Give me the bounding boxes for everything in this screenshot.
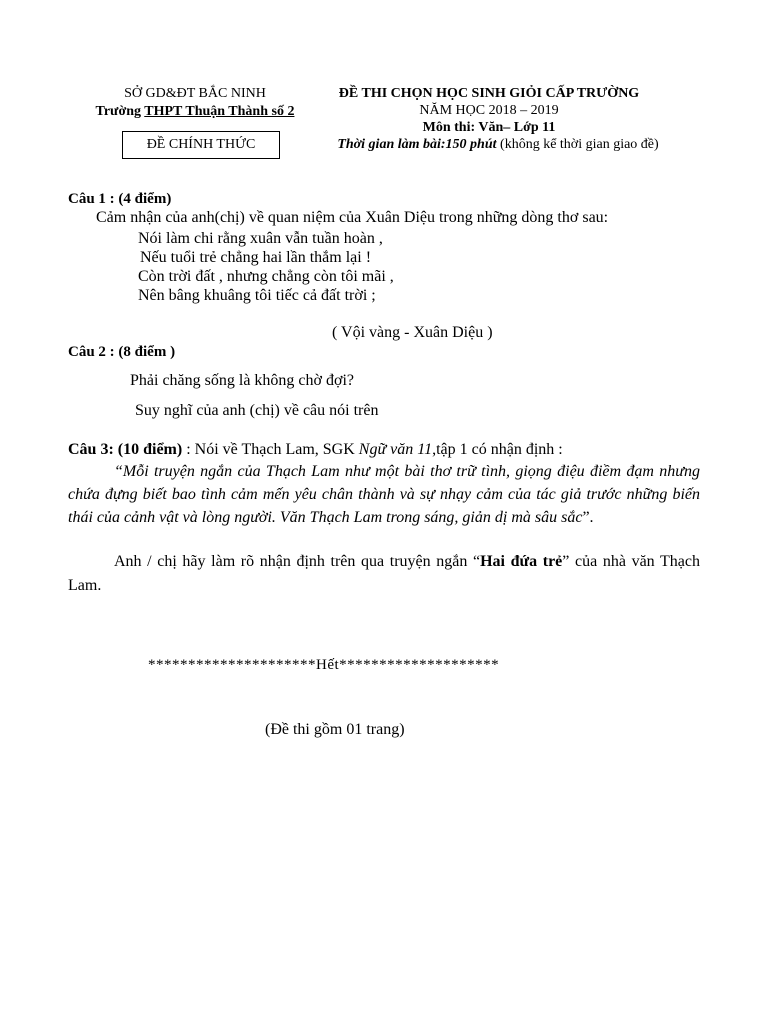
question-2-title: Câu 2 : (8 điểm ) (68, 344, 176, 360)
question-3-task-b: ” của nhà văn Thạch Lam. (68, 553, 701, 594)
end-marker: *********************Hết******************** (148, 657, 500, 673)
question-3-task-a: Anh / chị hãy làm rõ nhận định trên qua truyện ngắn “ (114, 553, 481, 570)
question-3-intro-a: : Nói về Thạch Lam, SGK (182, 441, 359, 458)
question-1-title: Câu 1 : (4 điểm) (68, 191, 172, 207)
department-name: SỞ GD&ĐT BẮC NINH (124, 86, 266, 101)
time-line (312, 137, 684, 153)
question-2-task: Suy nghĩ của anh (chị) về câu nói trên (135, 402, 379, 419)
poem-line-2: Nếu tuổi trẻ chẳng hai lần thắm lại ! (140, 249, 372, 266)
subject-line: Môn thi: Văn– Lớp 11 (422, 120, 556, 135)
official-exam-box: ĐỀ CHÍNH THỨC (122, 131, 280, 159)
poem-source: ( Vội vàng - Xuân Diệu ) (332, 324, 493, 341)
time-note: (không kể thời gian giao đề) (496, 137, 659, 152)
poem-line-1: Nói làm chi rằng xuân vẫn tuần hoàn , (138, 230, 383, 247)
question-1-prompt: Cảm nhận của anh(chị) về quan niệm của Xuân Diệu trong những dòng thơ sau: (96, 209, 609, 226)
poem-line-3: Còn trời đất , nhưng chẳng còn tôi mãi , (138, 268, 394, 285)
textbook-name: Ngữ văn 11 (358, 441, 433, 458)
question-2-statement: Phải chăng sống là không chờ đợi? (130, 372, 354, 389)
school-prefix: Trường (95, 104, 145, 119)
question-3-intro-b: ,tập 1 có nhận định : (432, 441, 563, 458)
story-title: Hai đứa trẻ (480, 553, 563, 570)
page-count-note: (Đề thi gồm 01 trang) (265, 721, 405, 738)
quote-text: “Mỗi truyện ngắn của Thạch Lam như một bài thơ trữ tình, giọng điệu điềm đạm nhưng chứa đựng biết bao tình cảm mến yêu chân thành và sự nhạy cảm của tác giả trước những biến thái của cảnh vật và lòng người. Văn Thạch Lam trong sáng, giản dị mà sâu sắc (68, 463, 700, 526)
quote-end: ”. (582, 509, 594, 526)
poem-line-4: Nên bâng khuâng tôi tiếc cả đất trời ; (138, 287, 376, 304)
school-name: THPT Thuận Thành số 2 (144, 104, 295, 119)
quote-paragraph (68, 460, 700, 529)
school-line (84, 104, 306, 120)
exam-title: ĐỀ THI CHỌN HỌC SINH GIỎI CẤP TRƯỜNG (338, 86, 640, 101)
task-paragraph (68, 550, 700, 598)
time-label: Thời gian làm bài:150 phút (337, 137, 497, 152)
question-3-heading (68, 441, 563, 459)
question-3-title: Câu 3: (10 điểm) (68, 441, 183, 458)
school-year: NĂM HỌC 2018 – 2019 (419, 103, 559, 118)
